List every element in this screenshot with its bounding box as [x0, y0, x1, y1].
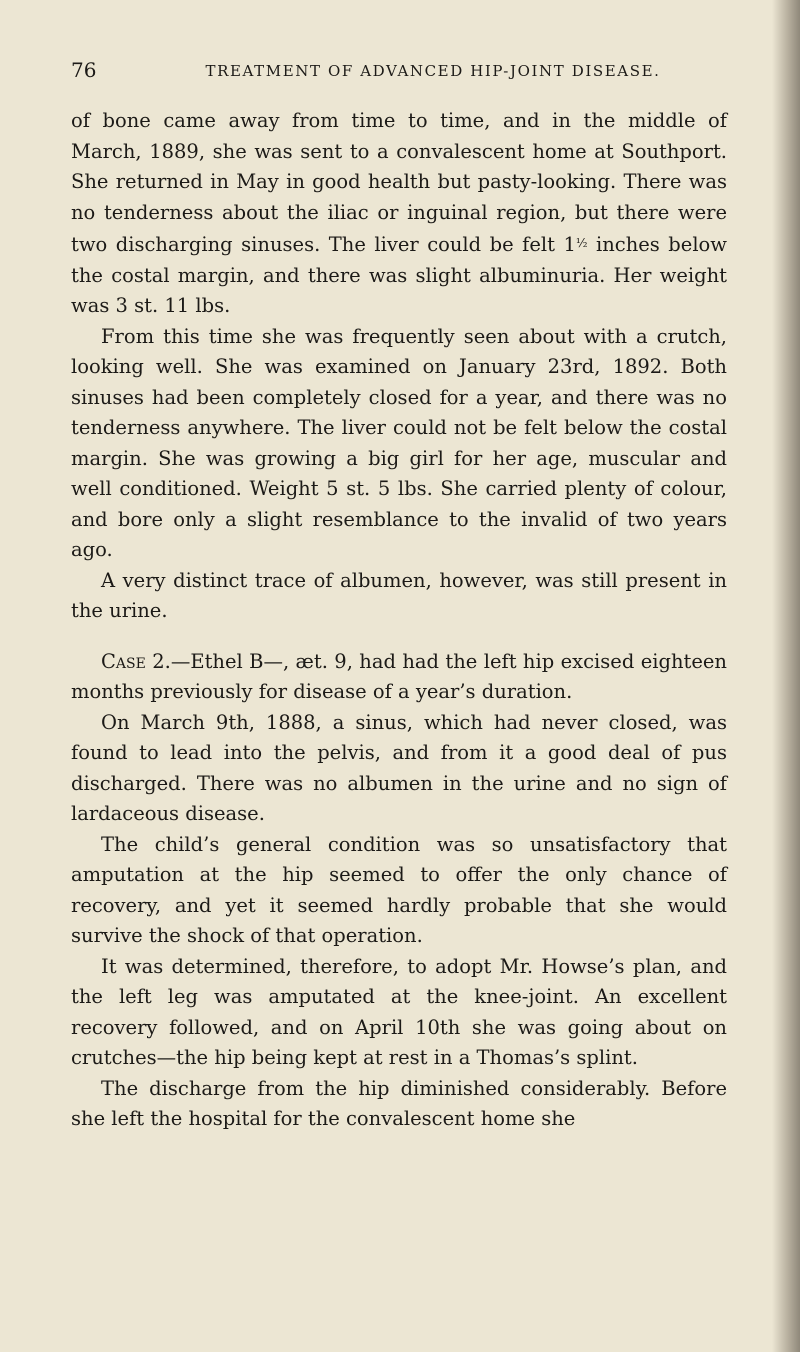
text-run: inches below the costal margin, and there was slight albuminuria. Her weight was 3 st. 11 lbs.: [71, 233, 727, 317]
body-text: [71, 106, 727, 1135]
case-heading-paragraph: [71, 647, 727, 708]
paragraph: A very distinct trace of albumen, however, was still present in the urine.: [71, 568, 727, 622]
text-run: of bone came away from time to time, and in the middle of March, 1889, she was sent to a convalescent home at Southport. She returned in May in good health but pasty-looking. There was no tenderness about the iliac or inguinal region, but there were two discharging sinuses. The liver could be felt 1: [71, 109, 727, 256]
paragraph-continued: [71, 106, 727, 322]
fraction-half: ½: [575, 236, 588, 250]
paragraph: It was determined, therefore, to adopt Mr. Howse’s plan, and the left leg was amputated at the knee-joint. An excellent recovery followed, and on April 10th she was going about on crutches—the hip being kept at rest in a Thomas’s splint.: [71, 954, 727, 1069]
page-number: 76: [71, 58, 97, 82]
paragraph: On March 9th, 1888, a sinus, which had never closed, was found to lead into the pelvis, and from it a good deal of pus discharged. There was no albumen in the urine and no sign of lardaceous disease.: [71, 710, 727, 825]
running-title: TREATMENT OF ADVANCED HIP-JOINT DISEASE.: [205, 62, 661, 80]
text-run: —Ethel B—, æt. 9, had had the left hip excised eighteen months previously for disease of a year’s duration.: [71, 649, 727, 703]
paragraph: From this time she was frequently seen about with a crutch, looking well. She was examined on January 23rd, 1892. Both sinuses had been completely closed for a year, and there was no tenderness anywhere. The liver could not be felt below the costal margin. She was growing a big girl for her age, muscular and well conditioned. Weight 5 st. 5 lbs. She carried plenty of colour, and bore only a slight resemblance to the invalid of two years ago.: [71, 324, 727, 561]
page-edge-shadow: [772, 0, 800, 1352]
case-label: Case 2.: [101, 649, 171, 673]
page-header: [71, 58, 721, 90]
paragraph: The discharge from the hip diminished considerably. Before she left the hospital for the convalescent home she: [71, 1076, 727, 1130]
paragraph: The child’s general condition was so unsatisfactory that amputation at the hip seemed to offer the only chance of recovery, and yet it seemed hardly probable that she would survive the shock of that operation.: [71, 832, 727, 947]
